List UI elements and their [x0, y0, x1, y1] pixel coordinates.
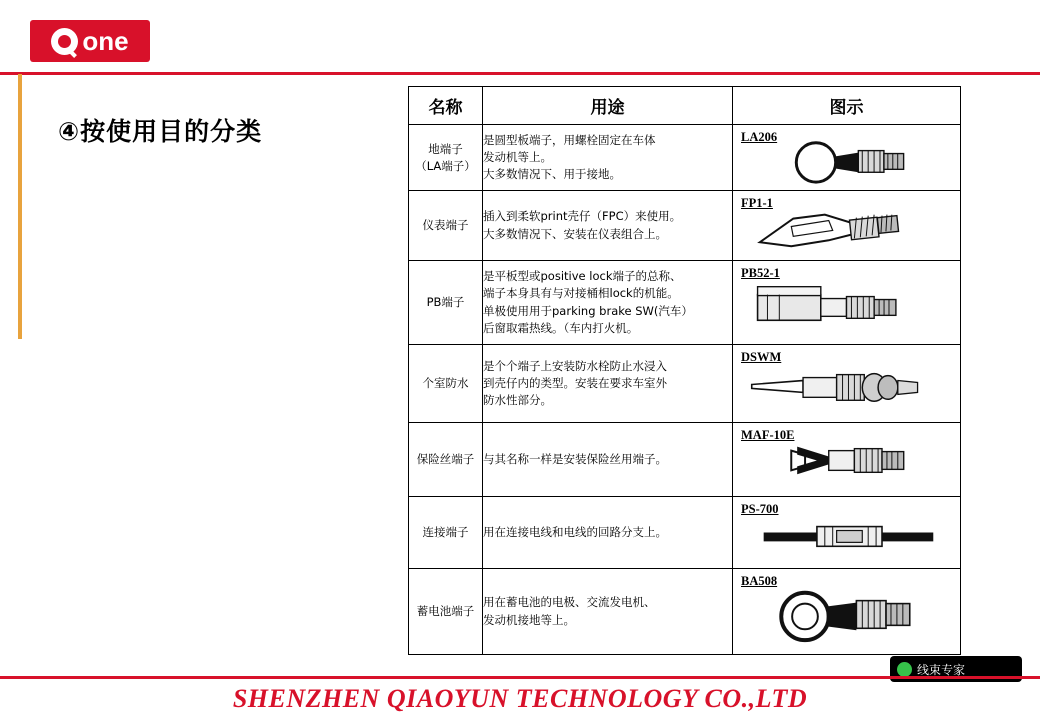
splice-terminal-icon	[733, 497, 960, 568]
cell-use	[483, 191, 733, 261]
table-row	[409, 125, 961, 191]
name-line: 个室防水	[422, 376, 469, 391]
cell-figure	[733, 261, 961, 345]
cell-figure	[733, 191, 961, 261]
left-accent-bar	[18, 74, 22, 339]
use-line: 发动机等上。	[483, 149, 552, 164]
figure-code: MAF-10E	[741, 428, 795, 442]
use-line: 与其名称一样是安装保险丝用端子。	[483, 451, 667, 466]
cell-name	[409, 569, 483, 655]
wechat-icon	[897, 662, 912, 677]
use-line: 是个个端子上安装防水栓防止水浸入	[483, 358, 667, 373]
name-line: PB端子	[426, 295, 465, 310]
cell-name	[409, 261, 483, 345]
figure-code: DSWM	[741, 350, 782, 364]
cell-figure	[733, 423, 961, 497]
figure-code: PS-700	[741, 502, 779, 516]
name-line: （LA端子）	[415, 158, 476, 173]
cell-use	[483, 261, 733, 345]
table-header-row	[409, 87, 961, 125]
use-line: 用在连接电线和电线的回路分支上。	[483, 524, 667, 539]
q-circle-icon	[51, 28, 78, 55]
cell-use	[483, 497, 733, 569]
name-line: 蓄电池端子	[416, 604, 475, 619]
use-line: 插入到柔软print壳仔（FPC）来使用。	[483, 209, 682, 224]
ring-terminal-icon	[733, 125, 960, 190]
table-row	[409, 423, 961, 497]
column-header-figure: 图示	[733, 87, 961, 125]
use-line: 防水性部分。	[483, 393, 552, 408]
use-line: 是平板型或positive lock端子的总称、	[483, 269, 682, 283]
use-line: 到壳仔内的类型。安装在要求车室外	[483, 375, 667, 390]
header-divider	[0, 72, 1040, 75]
use-line: 端子本身具有与对接桶相lock的机能。	[483, 286, 679, 301]
table-row	[409, 345, 961, 423]
slide-header	[0, 0, 1040, 74]
figure-code: PB52-1	[741, 266, 780, 280]
figure-code: FP1-1	[741, 196, 773, 210]
figure-code: LA206	[741, 130, 778, 144]
cell-figure	[733, 125, 961, 191]
footer-divider	[0, 676, 1040, 679]
fuse-terminal-icon	[733, 423, 960, 496]
page-title: ④按使用目的分类	[58, 117, 263, 146]
table-row	[409, 261, 961, 345]
terminal-table	[408, 86, 961, 655]
cell-use	[483, 569, 733, 655]
name-line: 地端子	[428, 141, 463, 156]
logo-text: one	[82, 26, 129, 56]
name-line: 保险丝端子	[416, 452, 475, 467]
logo-inner	[51, 28, 128, 55]
cell-name	[409, 345, 483, 423]
use-line: 后窗取霜热线。（车内打火机。	[483, 320, 639, 335]
use-line: 是圆型板端子，用螺栓固定在车体	[483, 132, 656, 147]
figure-code: BA508	[741, 574, 778, 588]
waterproof-terminal-icon	[733, 345, 960, 422]
wechat-badge-label: 线束专家	[917, 662, 966, 677]
terminal-table-container	[408, 86, 960, 655]
use-line: 发动机接地等上。	[483, 612, 575, 627]
cell-name	[409, 423, 483, 497]
fpc-terminal-icon	[733, 191, 960, 260]
use-line: 大多数情况下、用于接地。	[483, 167, 621, 182]
table-body	[409, 125, 961, 655]
use-line: 单极使用用于parking brake SW(汽车）	[483, 303, 693, 318]
cell-use	[483, 125, 733, 191]
use-line: 用在蓄电池的电极、交流发电机、	[483, 595, 656, 610]
column-header-name: 名称	[409, 87, 483, 125]
cell-use	[483, 345, 733, 423]
cell-name	[409, 125, 483, 191]
table-row	[409, 497, 961, 569]
table-row	[409, 191, 961, 261]
name-line: 连接端子	[422, 525, 469, 540]
positive-lock-terminal-icon	[733, 261, 960, 344]
cell-figure	[733, 497, 961, 569]
column-header-use: 用途	[483, 87, 733, 125]
cell-name	[409, 191, 483, 261]
battery-terminal-icon	[733, 569, 960, 654]
name-line: 仪表端子	[422, 218, 469, 233]
cell-name	[409, 497, 483, 569]
cell-figure	[733, 345, 961, 423]
company-logo	[30, 20, 150, 62]
use-line: 大多数情况下、安装在仪表组合上。	[483, 226, 667, 241]
table-row	[409, 569, 961, 655]
cell-figure	[733, 569, 961, 655]
cell-use	[483, 423, 733, 497]
company-footer: SHENZHEN QIAOYUN TECHNOLOGY CO.,LTD	[232, 684, 808, 713]
